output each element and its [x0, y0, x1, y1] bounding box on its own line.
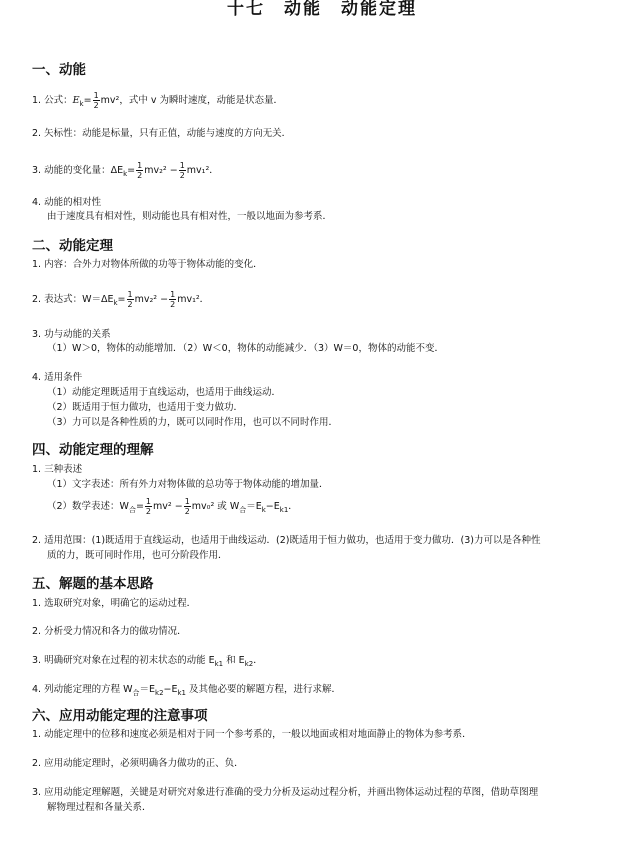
condition-3: （3）力可以是各种性质的力，既可以同时作用，也可以不同时作用． [47, 417, 339, 428]
conditions-heading: 4. 适用条件 [32, 372, 83, 383]
approach-step-2: 2. 分析受力情况和各力的做功情况． [32, 626, 187, 637]
note-3-line-2: 解物理过程和各量关系． [47, 802, 152, 813]
note-2: 2. 应用动能定理时，必须明确各力做功的正、负． [32, 758, 244, 769]
fraction-half: $\frac{1}{2}$ [137, 161, 143, 180]
section-heading-approach: 五、解题的基本思路 [32, 576, 154, 592]
relativity-heading: 4. 动能的相对性 [32, 197, 102, 208]
kinetic-energy-formula: 1. 公式：$E_k=$ $\frac{1}{2}$ mv²，式中 v 为瞬时速度，动能是状态量． [32, 91, 284, 110]
scope-line-2: 质的力，既可同时作用，也可分阶段作用． [47, 550, 228, 561]
page-title: 十七 动能 动能定理 [227, 0, 417, 19]
statement-math: （2）数学表述：$W_合=$ $\frac{1}{2}$ mv² − $\frac{1}{2}$ mv₀² 或 $W_合=E_k-E_{k1}$． [47, 497, 298, 516]
section-heading-kinetic-energy: 一、动能 [32, 62, 86, 78]
fraction-half: $\frac{1}{2}$ [184, 497, 190, 516]
condition-2: （2）既适用于恒力做功，也适用于变力做功． [47, 402, 244, 413]
vector-scalar-text: 2. 矢标性：动能是标量，只有正值，动能与速度的方向无关． [32, 128, 292, 139]
note-3-line-1: 3. 应用动能定理解题，关键是对研究对象进行准确的受力分析及运动过程分析，并画出物体运动过程的草图，借助草图理 [32, 787, 539, 798]
fraction-half: $\frac{1}{2}$ [170, 290, 176, 309]
condition-1: （1）动能定理既适用于直线运动，也适用于曲线运动． [47, 387, 282, 398]
approach-step-3: 3. 明确研究对象在过程的初末状态的动能 $E_{k1}$ 和 $E_{k2}$． [32, 655, 263, 668]
fraction-half: $\frac{1}{2}$ [179, 161, 185, 180]
work-energy-relation-heading: 3. 功与动能的关系 [32, 329, 111, 340]
approach-step-1: 1. 选取研究对象，明确它的运动过程． [32, 598, 197, 609]
theorem-expression: 2. 表达式：$W=\Delta E_k=$ $\frac{1}{2}$ mv₂² − $\frac{1}{2}$ mv₁²． [32, 290, 210, 309]
relativity-text: 由于速度具有相对性，则动能也具有相对性，一般以地面为参考系． [47, 211, 333, 222]
note-1: 1. 动能定理中的位移和速度必须是相对于同一个参考系的，一般以地面或相对地面静止的物体为参考系． [32, 729, 472, 740]
section-heading-notes: 六、应用动能定理的注意事项 [32, 708, 208, 724]
kinetic-energy-change: 3. 动能的变化量：$\Delta E_k=$ $\frac{1}{2}$ mv₂² − $\frac{1}{2}$ mv₁²． [32, 161, 219, 180]
section-heading-understanding: 四、动能定理的理解 [32, 442, 154, 458]
approach-step-4: 4. 列动能定理的方程 $W_合=E_{k2}-E_{k1}$ 及其他必要的解题方程，进行求解． [32, 684, 342, 697]
three-statements-heading: 1. 三种表述 [32, 464, 83, 475]
work-energy-relation-text: （1）W＞0，物体的动能增加．（2）W＜0，物体的动能减少．（3）W＝0，物体的动能不变． [47, 343, 444, 354]
fraction-half: $\frac{1}{2}$ [145, 497, 152, 516]
statement-text: （1）文字表述：所有外力对物体做的总功等于物体动能的增加量． [47, 479, 329, 490]
fraction-half: $\frac{1}{2}$ [127, 290, 133, 309]
scope-line-1: 2. 适用范围：(1)既适用于直线运动，也适用于曲线运动．(2)既适用于恒力做功，也适用于变力做功．(3)力可以是各种性 [32, 535, 541, 546]
fraction-half: $\frac{1}{2}$ [93, 91, 99, 110]
theorem-content: 1. 内容：合外力对物体所做的功等于物体动能的变化． [32, 259, 263, 270]
section-heading-theorem: 二、动能定理 [32, 238, 113, 254]
